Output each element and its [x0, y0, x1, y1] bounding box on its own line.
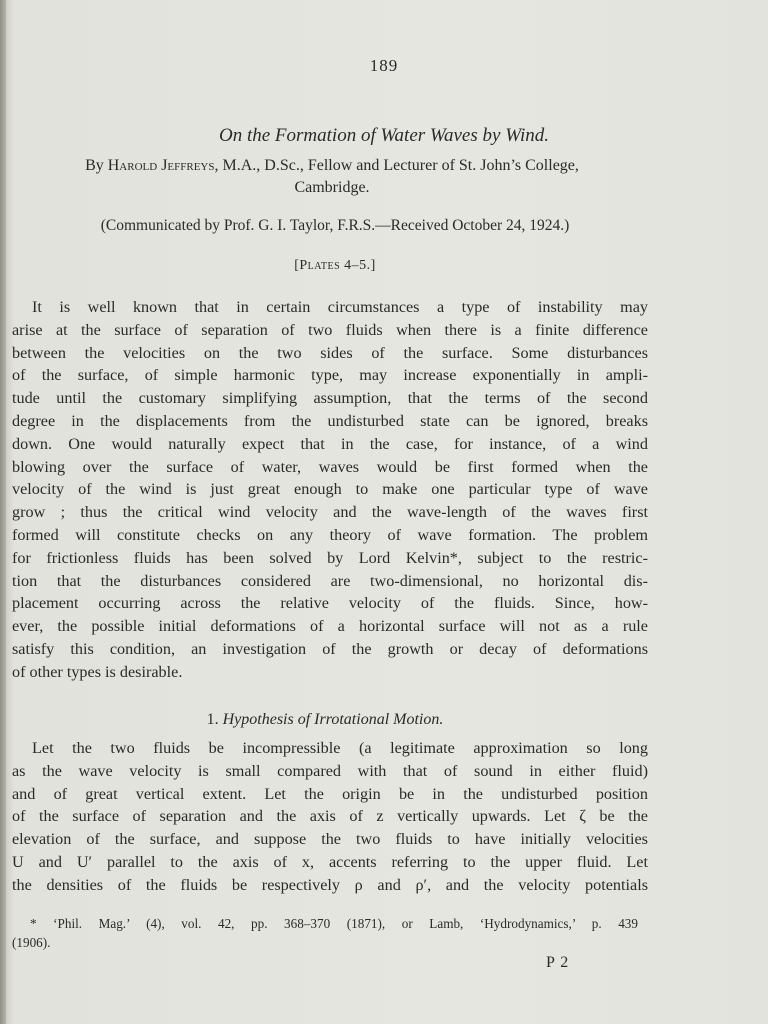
paragraph-line: down. One would naturally expect that in the case, for instance, of a wind: [12, 434, 648, 453]
paragraph-line: and of great vertical extent. Let the origin be in the undisturbed position: [12, 784, 648, 803]
paragraph-line: grow ; thus the critical wind velocity and the wave-length of the waves first: [12, 503, 648, 522]
paragraph-line: elevation of the surface, and suppose the two fluids to have initially velocities: [12, 830, 648, 849]
paragraph-line: between the velocities on the two sides of the surface. Some disturbances: [12, 343, 648, 362]
plates-note: [Plates 4–5.]: [294, 258, 376, 273]
section-title: Hypothesis of Irrotational Motion.: [222, 711, 444, 728]
paragraph-line: It is well known that in certain circumstances a type of instability may: [32, 298, 648, 316]
paragraph-line: U and U′ parallel to the axis of x, accents referring to the upper fluid. Let: [12, 852, 648, 871]
communicated-note: (Communicated by Prof. G. I. Taylor, F.R.S.—Received October 24, 1924.): [100, 217, 570, 234]
author-credentials-line2: Cambridge.: [294, 179, 370, 196]
paragraph-line: tude until the customary simplifying assumption, that the terms of the second: [12, 389, 648, 408]
section-heading: [0, 711, 650, 729]
author-name: Harold Jeffreys: [107, 157, 215, 174]
paragraph-line: the densities of the fluids be respectively ρ and ρ′, and the velocity potentials: [12, 875, 648, 894]
paragraph-line: of the surface of separation and the axis of z vertically upwards. Let ζ be the: [12, 807, 648, 826]
paragraph-line: placement occurring across the relative velocity of the fluids. Since, how-: [12, 594, 648, 613]
paragraph-line: arise at the surface of separation of two fluids when there is a finite difference: [12, 320, 648, 339]
book-spine-shadow: [0, 0, 6, 1024]
paragraph-line: satisfy this condition, an investigation of the growth or decay of deformations: [12, 639, 648, 658]
page-number: 189: [369, 56, 399, 75]
paragraph-line: of the surface, of simple harmonic type, may increase exponentially in ampli-: [12, 366, 648, 385]
paragraph-line: of other types is desirable.: [12, 662, 183, 681]
paragraph-line: degree in the displacements from the undisturbed state can be ignored, breaks: [12, 411, 648, 430]
article-title: On the Formation of Water Waves by Wind.: [218, 125, 549, 146]
paragraph-line: blowing over the surface of water, waves would be first formed when the: [12, 457, 648, 476]
byline-by: By: [85, 157, 104, 174]
paragraph-line: formed will constitute checks on any theory of wave formation. The problem: [12, 525, 648, 544]
paragraph-line: tion that the disturbances considered are two-dimensional, no horizontal dis-: [12, 571, 648, 590]
paragraph-line: as the wave velocity is small compared with that of sound in either fluid): [12, 761, 648, 780]
paragraph-line: ever, the possible initial deformations of a horizontal surface will not as a rule: [12, 617, 648, 636]
paragraph-line: Let the two fluids be incompressible (a legitimate approximation so long: [32, 739, 648, 757]
paragraph-line: velocity of the wind is just great enough to make one particular type of wave: [12, 480, 648, 499]
footnote-line: * ‘Phil. Mag.’ (4), vol. 42, pp. 368–370 (1871), or Lamb, ‘Hydrodynamics,’ p. 439: [30, 916, 638, 931]
paragraph-section-1: [12, 737, 648, 897]
section-number: 1.: [206, 711, 219, 728]
paragraph-intro: [12, 296, 648, 684]
author-byline: [12, 155, 652, 199]
author-credentials-line1: , M.A., D.Sc., Fellow and Lecturer of St. John’s College,: [214, 157, 579, 174]
footnote-line: (1906).: [12, 935, 51, 950]
paragraph-line: for frictionless fluids has been solved by Lord Kelvin*, subject to the restric-: [12, 548, 648, 567]
footnote: [12, 914, 638, 952]
signature-mark: P 2: [546, 954, 570, 971]
